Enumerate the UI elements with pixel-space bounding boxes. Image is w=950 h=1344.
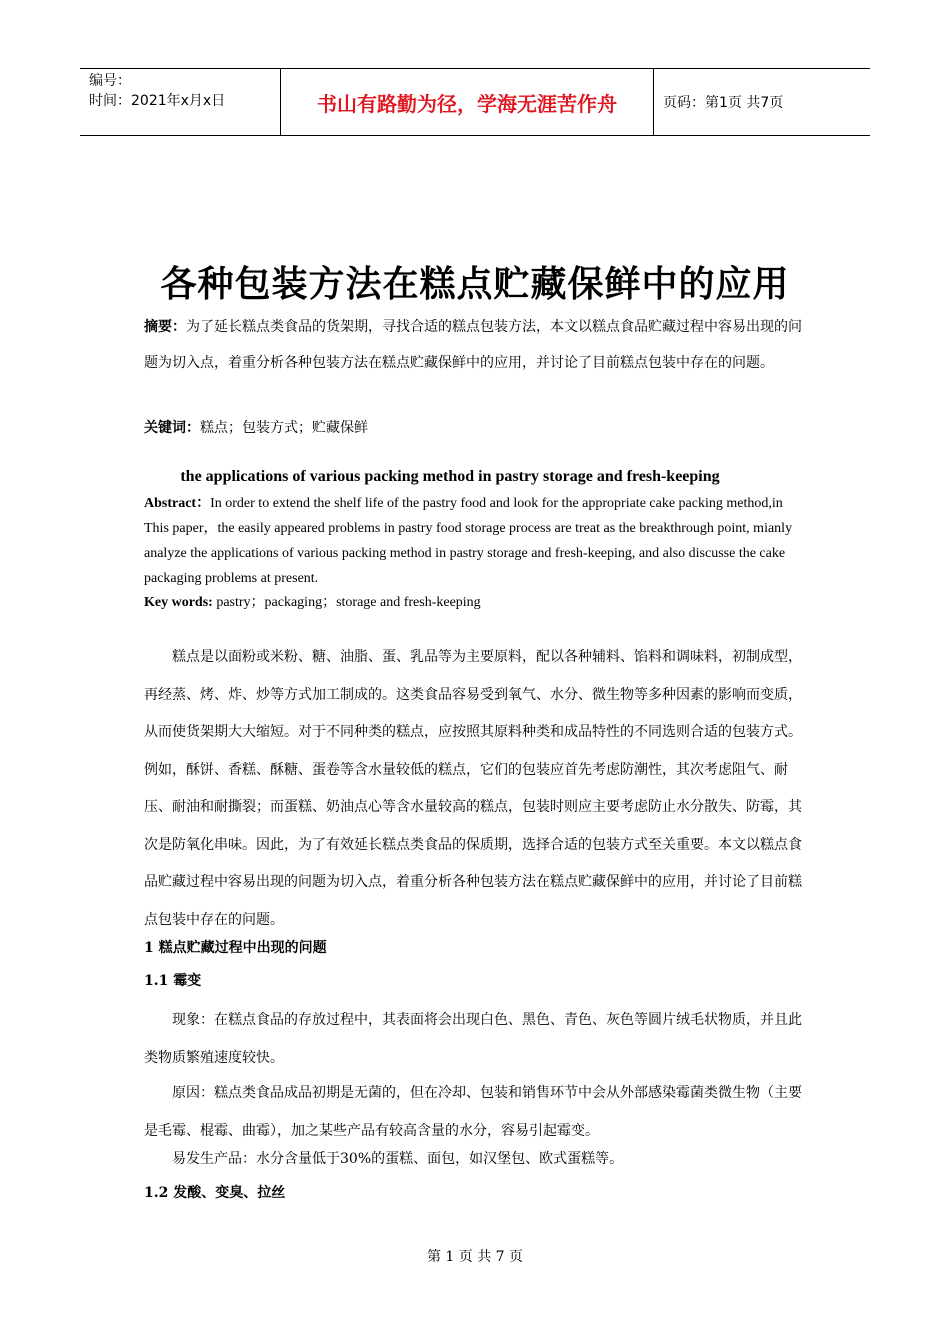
page-footer: 第 1 页 共 7 页 [426, 1249, 524, 1265]
mold-phenomenon-paragraph: 现象：在糕点食品的存放过程中，其表面将会出现白色、黑色、青色、灰色等圆片绒毛状物质，并且此类物质繁殖速度较快。 [144, 1012, 802, 1066]
document-number-label: 编号： [89, 73, 131, 89]
section-1-heading: 1 糕点贮藏过程中出现的问题 [144, 940, 327, 956]
english-title: the applications of various packing method in pastry storage and fresh-keeping [180, 468, 720, 485]
header-motto: 书山有路勤为径，学海无涯苦作舟 [317, 91, 617, 116]
header-meta-cell [80, 69, 281, 135]
mold-products-paragraph: 易发生产品：水分含量低于30%的蛋糕、面包，如汉堡包、欧式蛋糕等。 [172, 1151, 624, 1167]
keywords-english [144, 592, 809, 614]
abstract-english-label: Abstract： [144, 496, 211, 511]
keywords-chinese-text: 糕点；包装方式；贮藏保鲜 [200, 420, 368, 436]
abstract-english-text: In order to extend the shelf life of the pastry food and look for the appropriate cake packing method,in This paper，the easily appeared problems in pastry food storage process are treat as the breakthrough point, mianly analyze the applications of various packing method in pastry storage and fresh-keeping, and also discusse the cake packaging problems at present. [144, 496, 793, 586]
keywords-chinese-label: 关键词： [144, 420, 200, 436]
keywords-chinese [144, 418, 809, 438]
abstract-chinese-label: 摘要： [144, 319, 186, 335]
keywords-english-text: pastry；packaging；storage and fresh-keeping [212, 595, 481, 610]
keywords-english-label: Key words: [144, 595, 213, 610]
section-1-2-heading: 1.2 发酸、变臭、拉丝 [144, 1185, 286, 1201]
header-table [80, 68, 870, 136]
section-1-1-heading: 1.1 霉变 [144, 973, 202, 989]
intro-paragraph: 糕点是以面粉或米粉、糖、油脂、蛋、乳品等为主要原料，配以各种辅料、馅料和调味料，初制成型，再经蒸、烤、炸、炒等方式加工制成的。这类食品容易受到氧气、水分、微生物等多种因素的影响而变质，从而使货架期大大缩短。对于不同种类的糕点，应按照其原料种类和成品特性的不同选则合适的包装方式。例如，酥饼、香糕、酥糖、蛋卷等含水量较低的糕点，它们的包装应首先考虑防潮性，其次考虑阻气、耐压、耐油和耐撕裂；而蛋糕、奶油点心等含水量较高的糕点，包装时则应主要考虑防止水分散失、防霉，其次是防氧化串味。因此，为了有效延长糕点类食品的保质期，选择合适的包装方式至关重要。本文以糕点食品贮藏过程中容易出现的问题为切入点，着重分析各种包装方法在糕点贮藏保鲜中的应用，并讨论了目前糕点包装中存在的问题。 [144, 649, 802, 928]
document-date: 时间：2021年x月x日 [89, 93, 226, 109]
header-motto-cell [281, 69, 654, 135]
abstract-chinese [144, 309, 809, 381]
header-page-cell [654, 69, 870, 135]
abstract-english [144, 491, 809, 591]
abstract-chinese-text: 为了延长糕点类食品的货架期，寻找合适的糕点包装方法，本文以糕点食品贮藏过程中容易出现的问题为切入点，着重分析各种包装方法在糕点贮藏保鲜中的应用，并讨论了目前糕点包装中存在的问题。 [144, 319, 802, 371]
header-page-info: 页码：第1页 共7页 [663, 95, 784, 111]
mold-cause-paragraph: 原因：糕点类食品成品初期是无菌的，但在冷却、包装和销售环节中会从外部感染霉菌类微生物（主要是毛霉、棍霉、曲霉），加之某些产品有较高含量的水分，容易引起霉变。 [144, 1085, 802, 1139]
document-title: 各种包装方法在糕点贮藏保鲜中的应用 [160, 263, 790, 305]
